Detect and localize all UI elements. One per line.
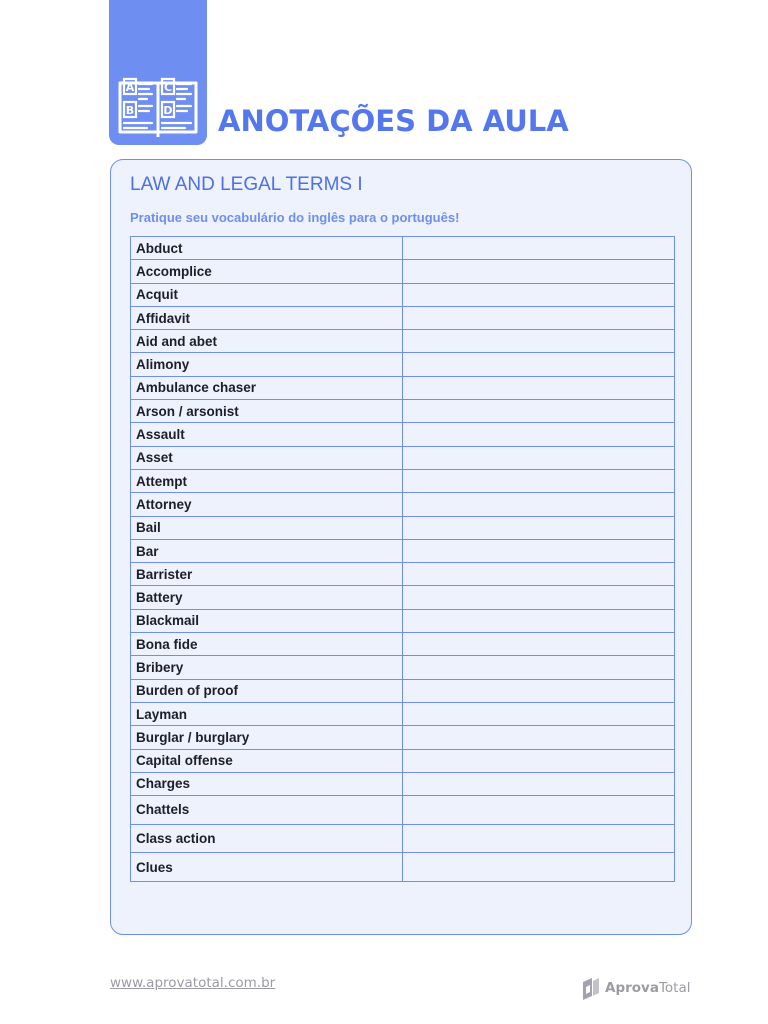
brand-name-part1: Aprova [605,980,659,996]
table-row [131,656,675,679]
translation-cell[interactable] [403,493,675,516]
translation-cell[interactable] [403,749,675,772]
translation-cell[interactable] [403,853,675,882]
table-row [131,516,675,539]
table-row [131,853,675,882]
translation-cell[interactable] [403,237,675,260]
brand-name-part2: Total [658,980,691,996]
header-badge [109,0,207,145]
table-row [131,824,675,853]
table-row [131,330,675,353]
term-cell: Chattels [131,796,403,825]
table-row [131,586,675,609]
table-row [131,353,675,376]
translation-cell[interactable] [403,796,675,825]
table-row [131,423,675,446]
translation-cell[interactable] [403,563,675,586]
table-row [131,772,675,795]
vocabulary-table-body [131,237,675,882]
term-cell: Abduct [131,237,403,260]
term-cell: Bribery [131,656,403,679]
aprovatotal-logo-icon [582,976,600,1000]
term-cell: Assault [131,423,403,446]
table-row [131,493,675,516]
table-row [131,376,675,399]
term-cell: Aid and abet [131,330,403,353]
translation-cell[interactable] [403,469,675,492]
svg-text:A: A [125,81,135,94]
translation-cell[interactable] [403,376,675,399]
term-cell: Asset [131,446,403,469]
table-row [131,283,675,306]
term-cell: Capital offense [131,749,403,772]
term-cell: Acquit [131,283,403,306]
table-row [131,563,675,586]
translation-cell[interactable] [403,702,675,725]
term-cell: Charges [131,772,403,795]
term-cell: Attempt [131,469,403,492]
translation-cell[interactable] [403,400,675,423]
page-title: ANOTAÇÕES DA AULA [218,104,569,138]
brand-logo [582,974,691,1002]
table-row [131,400,675,423]
table-row [131,702,675,725]
translation-cell[interactable] [403,824,675,853]
table-row [131,446,675,469]
translation-cell[interactable] [403,772,675,795]
table-row [131,306,675,329]
footer-url-link[interactable]: www.aprovatotal.com.br [110,975,276,991]
term-cell: Affidavit [131,306,403,329]
term-cell: Alimony [131,353,403,376]
card-title: LAW AND LEGAL TERMS I [130,174,363,195]
term-cell: Arson / arsonist [131,400,403,423]
translation-cell[interactable] [403,353,675,376]
translation-cell[interactable] [403,260,675,283]
term-cell: Layman [131,702,403,725]
table-row [131,679,675,702]
translation-cell[interactable] [403,633,675,656]
table-row [131,539,675,562]
table-row [131,633,675,656]
svg-text:D: D [163,104,173,117]
vocabulary-table [130,236,675,882]
term-cell: Battery [131,586,403,609]
translation-cell[interactable] [403,656,675,679]
term-cell: Clues [131,853,403,882]
translation-cell[interactable] [403,539,675,562]
table-row [131,796,675,825]
translation-cell[interactable] [403,423,675,446]
term-cell: Ambulance chaser [131,376,403,399]
svg-text:B: B [125,104,135,117]
term-cell: Burglar / burglary [131,726,403,749]
table-row [131,749,675,772]
svg-text:C: C [163,81,173,94]
term-cell: Burden of proof [131,679,403,702]
table-row [131,260,675,283]
card-subtitle: Pratique seu vocabulário do inglês para o português! [130,210,460,225]
term-cell: Bar [131,539,403,562]
brand-name [605,980,691,996]
term-cell: Attorney [131,493,403,516]
translation-cell[interactable] [403,726,675,749]
table-row [131,726,675,749]
term-cell: Class action [131,824,403,853]
translation-cell[interactable] [403,306,675,329]
term-cell: Barrister [131,563,403,586]
translation-cell[interactable] [403,446,675,469]
translation-cell[interactable] [403,586,675,609]
translation-cell[interactable] [403,330,675,353]
vocabulary-card [110,159,692,935]
term-cell: Bail [131,516,403,539]
table-row [131,469,675,492]
term-cell: Accomplice [131,260,403,283]
translation-cell[interactable] [403,283,675,306]
term-cell: Blackmail [131,609,403,632]
table-row [131,609,675,632]
book-abcd-icon [117,76,199,138]
translation-cell[interactable] [403,679,675,702]
term-cell: Bona fide [131,633,403,656]
translation-cell[interactable] [403,516,675,539]
table-row [131,237,675,260]
translation-cell[interactable] [403,609,675,632]
